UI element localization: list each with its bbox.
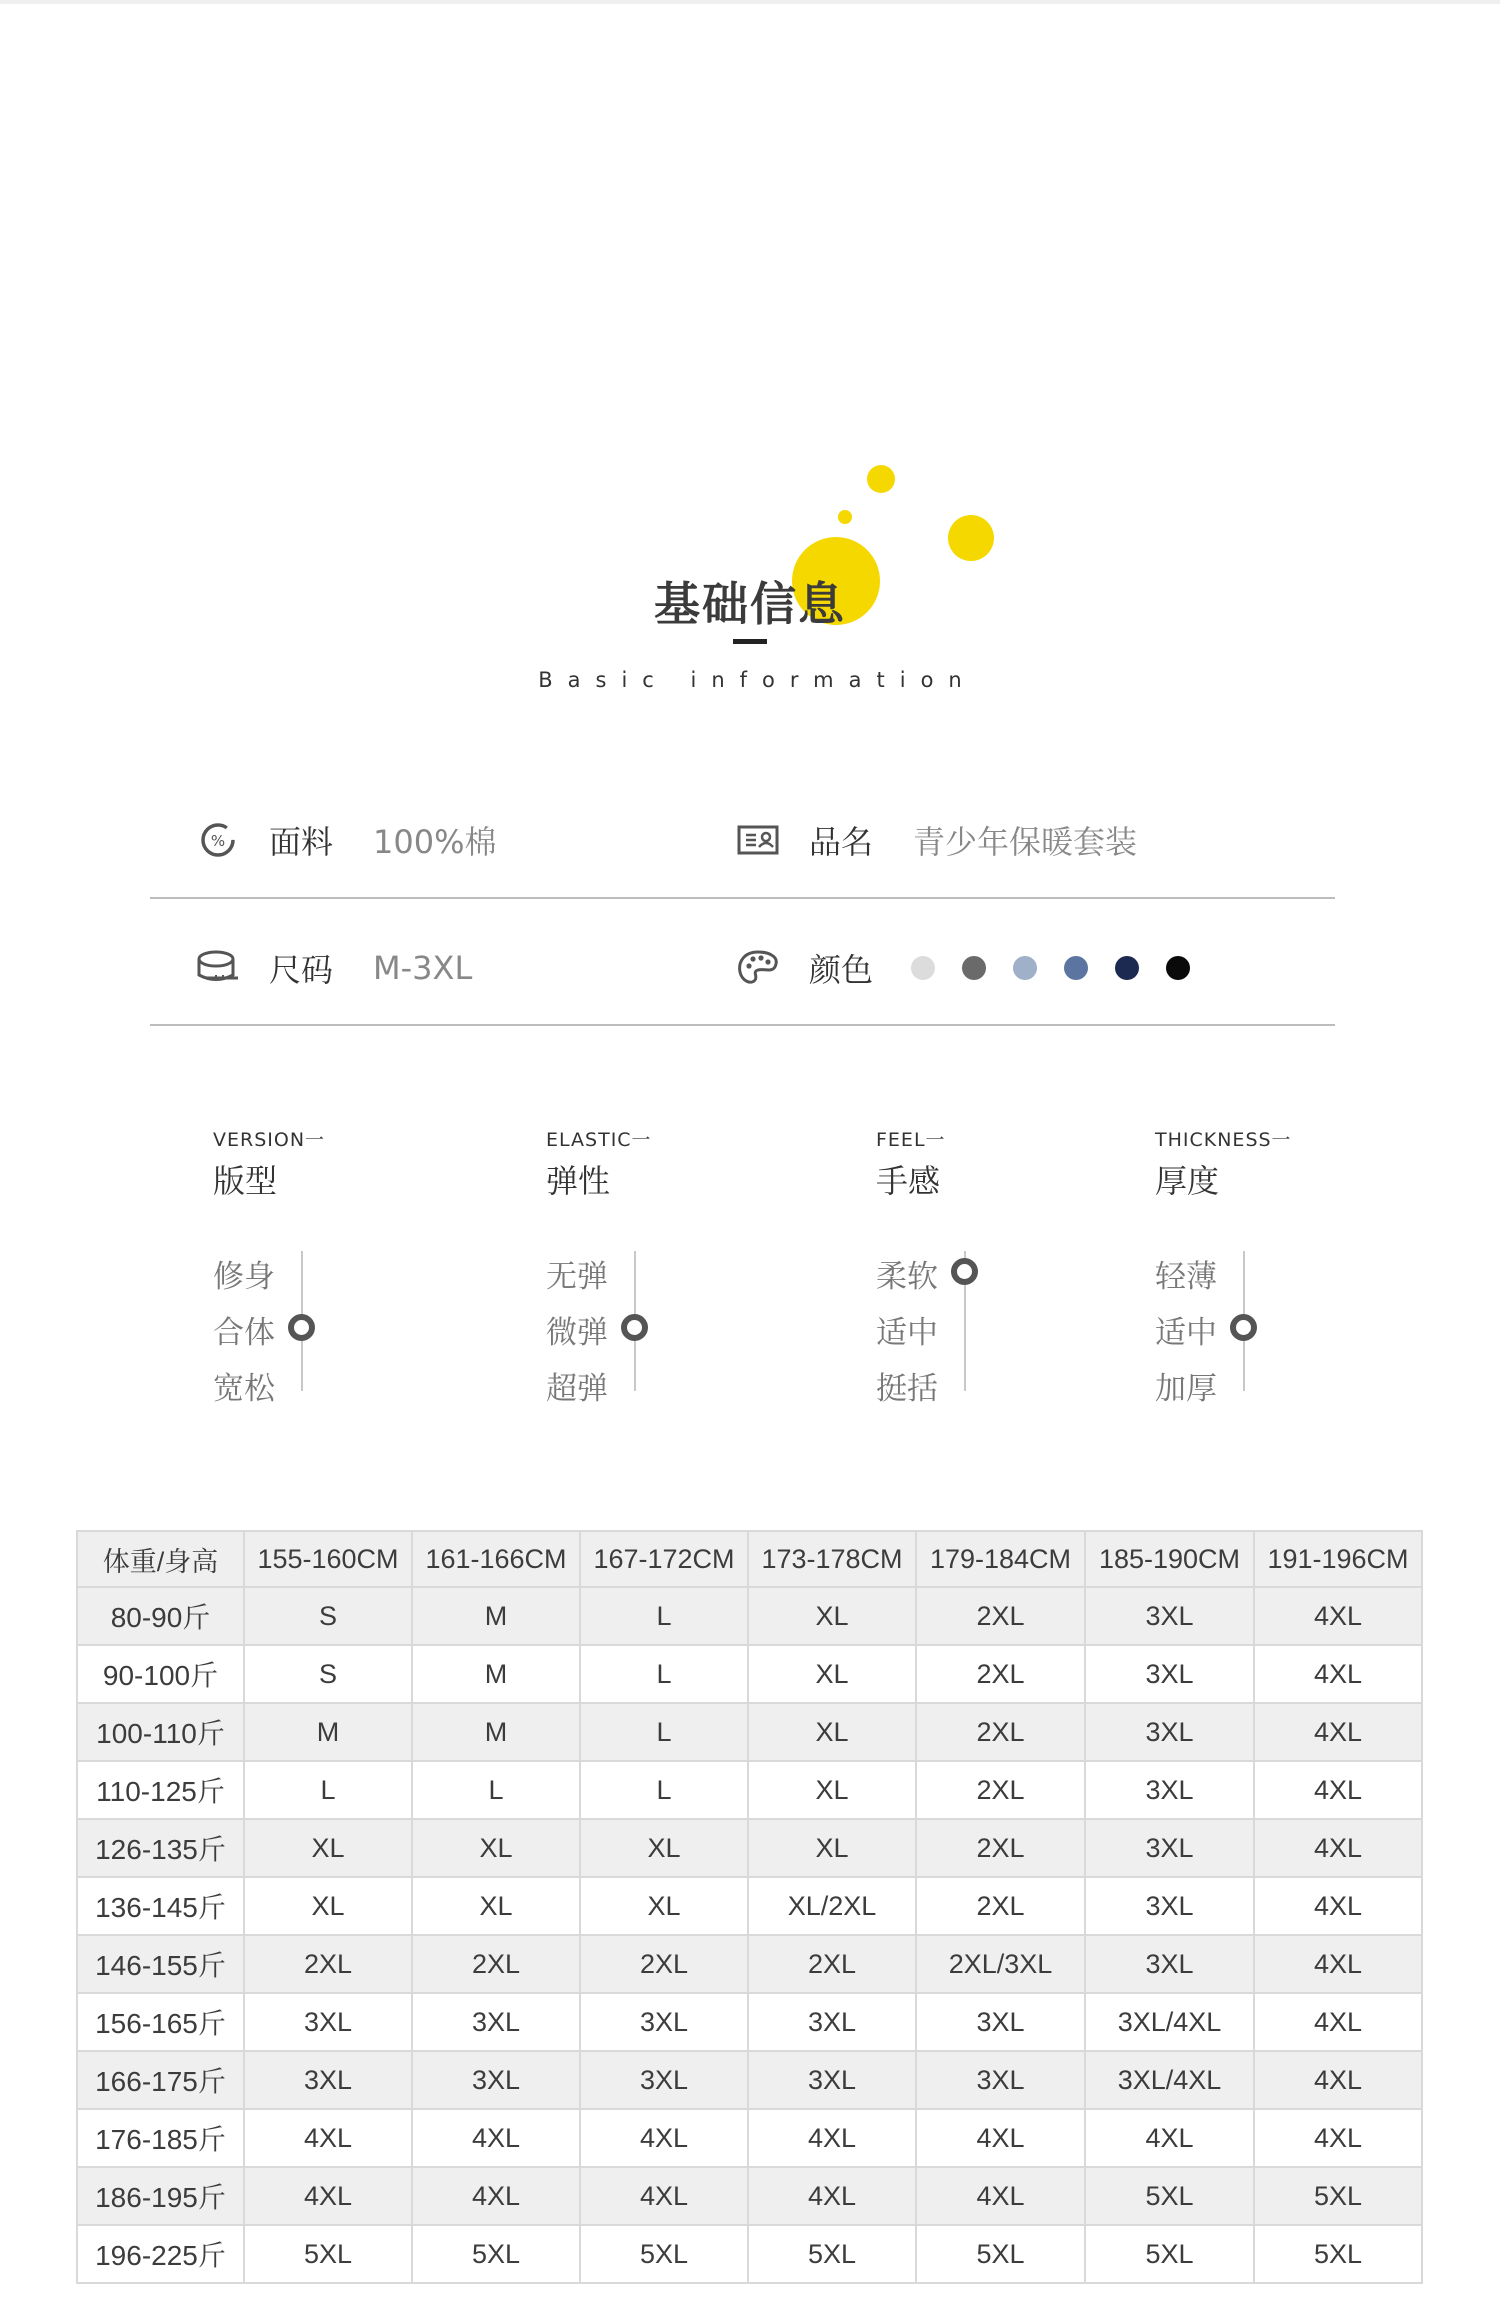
- attribute-en-label: THICKNESS一: [1155, 1129, 1292, 1151]
- decor-dot-medium: [948, 515, 994, 561]
- weight-cell: 156-165斤: [77, 1993, 244, 2051]
- size-cell: 2XL: [748, 1935, 916, 1993]
- size-cell: 4XL: [244, 2167, 412, 2225]
- tape-measure-icon: [195, 945, 241, 991]
- size-cell: 3XL: [1085, 1877, 1254, 1935]
- size-cell: 3XL: [1085, 1935, 1254, 1993]
- weight-cell: 126-135斤: [77, 1819, 244, 1877]
- size-cell: 3XL: [1085, 1761, 1254, 1819]
- size-cell: 2XL: [580, 1935, 748, 1993]
- weight-cell: 176-185斤: [77, 2109, 244, 2167]
- size-cell: M: [412, 1645, 580, 1703]
- size-cell: M: [244, 1703, 412, 1761]
- size-cell: XL: [748, 1819, 916, 1877]
- weight-cell: 196-225斤: [77, 2225, 244, 2283]
- info-divider-1: [150, 897, 1335, 899]
- height-column-header: 161-166CM: [412, 1531, 580, 1587]
- table-row: [77, 2051, 1422, 2109]
- size-cell: M: [412, 1587, 580, 1645]
- size-cell: 4XL: [1254, 1587, 1422, 1645]
- section-header: [0, 440, 1500, 720]
- attribute-option: 挺括: [876, 1371, 938, 1407]
- section-title: 基础信息: [654, 577, 846, 631]
- weight-cell: 186-195斤: [77, 2167, 244, 2225]
- size-cell: XL: [412, 1819, 580, 1877]
- weight-cell: 80-90斤: [77, 1587, 244, 1645]
- size-cell: 2XL/3XL: [916, 1935, 1085, 1993]
- size-cell: XL: [244, 1877, 412, 1935]
- size-cell: 4XL: [1254, 2051, 1422, 2109]
- size-table: [76, 1530, 1423, 2284]
- table-row: [77, 1935, 1422, 1993]
- size-cell: 5XL: [1254, 2167, 1422, 2225]
- info-product-name: [735, 810, 1137, 870]
- size-cell: XL: [412, 1877, 580, 1935]
- attribute-option: 修身: [213, 1259, 275, 1295]
- size-cell: XL: [580, 1877, 748, 1935]
- size-cell: 5XL: [1254, 2225, 1422, 2283]
- size-cell: 3XL: [244, 1993, 412, 2051]
- size-cell: 2XL: [916, 1761, 1085, 1819]
- size-cell: 4XL: [748, 2167, 916, 2225]
- size-cell: 4XL: [1254, 1993, 1422, 2051]
- size-cell: XL: [580, 1819, 748, 1877]
- size-cell: S: [244, 1587, 412, 1645]
- id-card-icon: [735, 817, 781, 863]
- size-cell: 4XL: [412, 2109, 580, 2167]
- height-column-header: 185-190CM: [1085, 1531, 1254, 1587]
- size-cell: 3XL: [580, 1993, 748, 2051]
- size-cell: 5XL: [580, 2225, 748, 2283]
- size-cell: 3XL/4XL: [1085, 2051, 1254, 2109]
- size-cell: 4XL: [916, 2167, 1085, 2225]
- color-swatch-5: [1115, 956, 1139, 980]
- size-cell: 4XL: [244, 2109, 412, 2167]
- size-cell: 4XL: [1254, 1935, 1422, 1993]
- info-size: [195, 938, 472, 998]
- size-cell: XL: [244, 1819, 412, 1877]
- attribute-en-label: ELASTIC一: [546, 1129, 652, 1151]
- attribute-selected-marker: [951, 1258, 978, 1285]
- size-cell: 2XL: [916, 1703, 1085, 1761]
- attribute-selected-marker: [288, 1314, 315, 1341]
- size-cell: 4XL: [1254, 1877, 1422, 1935]
- attribute-option: 宽松: [213, 1371, 275, 1407]
- size-cell: 4XL: [1254, 1645, 1422, 1703]
- percent-badge-icon: [195, 817, 241, 863]
- size-cell: L: [580, 1703, 748, 1761]
- attribute-en-label: FEEL一: [876, 1129, 946, 1151]
- size-cell: 2XL: [916, 1877, 1085, 1935]
- fabric-value: 100%棉: [373, 823, 497, 861]
- size-table-header: [77, 1531, 1422, 1587]
- attribute-1: [546, 1125, 786, 1405]
- attribute-cn-label: 版型: [213, 1162, 278, 1200]
- size-cell: 2XL: [412, 1935, 580, 1993]
- attribute-selected-marker: [621, 1314, 648, 1341]
- size-cell: XL: [748, 1761, 916, 1819]
- attribute-option: 微弹: [546, 1315, 608, 1351]
- size-cell: M: [412, 1703, 580, 1761]
- size-cell: 3XL: [1085, 1819, 1254, 1877]
- attribute-cn-label: 手感: [876, 1162, 941, 1200]
- attribute-option: 无弹: [546, 1259, 608, 1295]
- size-cell: S: [244, 1645, 412, 1703]
- height-column-header: 173-178CM: [748, 1531, 916, 1587]
- table-row: [77, 1761, 1422, 1819]
- size-cell: 4XL: [412, 2167, 580, 2225]
- size-cell: 5XL: [412, 2225, 580, 2283]
- color-swatch-6: [1166, 956, 1190, 980]
- decor-dot-small: [867, 465, 895, 493]
- colors-label: 颜色: [809, 951, 874, 989]
- attribute-option: 柔软: [876, 1259, 938, 1295]
- size-cell: 5XL: [916, 2225, 1085, 2283]
- size-cell: L: [580, 1645, 748, 1703]
- top-divider: [0, 0, 1500, 4]
- height-column-header: 167-172CM: [580, 1531, 748, 1587]
- color-swatch-3: [1013, 956, 1037, 980]
- info-colors: [735, 938, 1190, 998]
- size-cell: 4XL: [1085, 2109, 1254, 2167]
- color-swatches: [873, 956, 1190, 980]
- size-cell: 5XL: [1085, 2225, 1254, 2283]
- section-subtitle: Basic information: [538, 668, 977, 692]
- decor-dot-tiny: [838, 510, 852, 524]
- size-cell: 4XL: [1254, 1819, 1422, 1877]
- palette-icon: [735, 945, 781, 991]
- size-cell: XL: [748, 1703, 916, 1761]
- size-cell: 3XL: [748, 2051, 916, 2109]
- info-fabric: [195, 810, 497, 870]
- size-cell: 3XL: [412, 1993, 580, 2051]
- size-cell: L: [580, 1761, 748, 1819]
- svg-text:%: %: [210, 832, 226, 850]
- product-name-label: 品名: [809, 823, 874, 861]
- size-cell: XL/2XL: [748, 1877, 916, 1935]
- table-row: [77, 1587, 1422, 1645]
- size-cell: 3XL: [916, 1993, 1085, 2051]
- size-cell: 4XL: [1254, 1761, 1422, 1819]
- weight-cell: 136-145斤: [77, 1877, 244, 1935]
- size-cell: 3XL/4XL: [1085, 1993, 1254, 2051]
- size-cell: 3XL: [412, 2051, 580, 2109]
- size-cell: 4XL: [748, 2109, 916, 2167]
- table-row: [77, 1645, 1422, 1703]
- size-cell: L: [580, 1587, 748, 1645]
- size-cell: 2XL: [916, 1819, 1085, 1877]
- height-column-header: 155-160CM: [244, 1531, 412, 1587]
- height-column-header: 191-196CM: [1254, 1531, 1422, 1587]
- weight-cell: 100-110斤: [77, 1703, 244, 1761]
- size-cell: 3XL: [1085, 1703, 1254, 1761]
- size-cell: 4XL: [916, 2109, 1085, 2167]
- size-cell: L: [244, 1761, 412, 1819]
- size-cell: 4XL: [580, 2109, 748, 2167]
- attribute-option: 合体: [213, 1315, 275, 1351]
- size-cell: 5XL: [244, 2225, 412, 2283]
- size-cell: L: [412, 1761, 580, 1819]
- size-label: 尺码: [269, 951, 334, 989]
- product-name-value: 青少年保暖套装: [913, 823, 1138, 861]
- fabric-label: 面料: [269, 823, 334, 861]
- height-column-header: 179-184CM: [916, 1531, 1085, 1587]
- attribute-selected-marker: [1230, 1314, 1257, 1341]
- attribute-2: [876, 1125, 1116, 1405]
- table-row: [77, 2225, 1422, 2283]
- attribute-en-label: VERSION一: [213, 1129, 326, 1151]
- table-row: [77, 2109, 1422, 2167]
- attribute-cn-label: 弹性: [546, 1162, 611, 1200]
- info-divider-2: [150, 1024, 1335, 1026]
- table-row: [77, 2167, 1422, 2225]
- color-swatch-1: [911, 956, 935, 980]
- attribute-cn-label: 厚度: [1155, 1162, 1220, 1200]
- size-cell: 4XL: [580, 2167, 748, 2225]
- size-cell: 2XL: [916, 1645, 1085, 1703]
- size-cell: 3XL: [580, 2051, 748, 2109]
- attribute-option: 轻薄: [1155, 1259, 1217, 1295]
- color-swatch-2: [962, 956, 986, 980]
- size-table-corner: 体重/身高: [77, 1531, 244, 1587]
- size-cell: 5XL: [1085, 2167, 1254, 2225]
- table-row: [77, 1819, 1422, 1877]
- table-row: [77, 1703, 1422, 1761]
- size-cell: XL: [748, 1587, 916, 1645]
- size-value: M-3XL: [373, 949, 473, 987]
- weight-cell: 146-155斤: [77, 1935, 244, 1993]
- size-cell: 3XL: [748, 1993, 916, 2051]
- size-cell: 2XL: [244, 1935, 412, 1993]
- weight-cell: 166-175斤: [77, 2051, 244, 2109]
- size-cell: 3XL: [1085, 1587, 1254, 1645]
- weight-cell: 90-100斤: [77, 1645, 244, 1703]
- size-cell: 3XL: [1085, 1645, 1254, 1703]
- size-cell: 2XL: [916, 1587, 1085, 1645]
- size-cell: 3XL: [916, 2051, 1085, 2109]
- color-swatch-4: [1064, 956, 1088, 980]
- size-cell: XL: [748, 1645, 916, 1703]
- attribute-option: 适中: [876, 1315, 938, 1351]
- weight-cell: 110-125斤: [77, 1761, 244, 1819]
- table-row: [77, 1877, 1422, 1935]
- attribute-0: [213, 1125, 453, 1405]
- attribute-option: 超弹: [546, 1371, 608, 1407]
- attribute-option: 加厚: [1155, 1371, 1217, 1407]
- size-cell: 4XL: [1254, 2109, 1422, 2167]
- size-cell: 4XL: [1254, 1703, 1422, 1761]
- size-cell: 3XL: [244, 2051, 412, 2109]
- attribute-option: 适中: [1155, 1315, 1217, 1351]
- title-underline: [733, 639, 767, 644]
- size-cell: 5XL: [748, 2225, 916, 2283]
- attribute-3: [1155, 1125, 1395, 1405]
- table-row: [77, 1993, 1422, 2051]
